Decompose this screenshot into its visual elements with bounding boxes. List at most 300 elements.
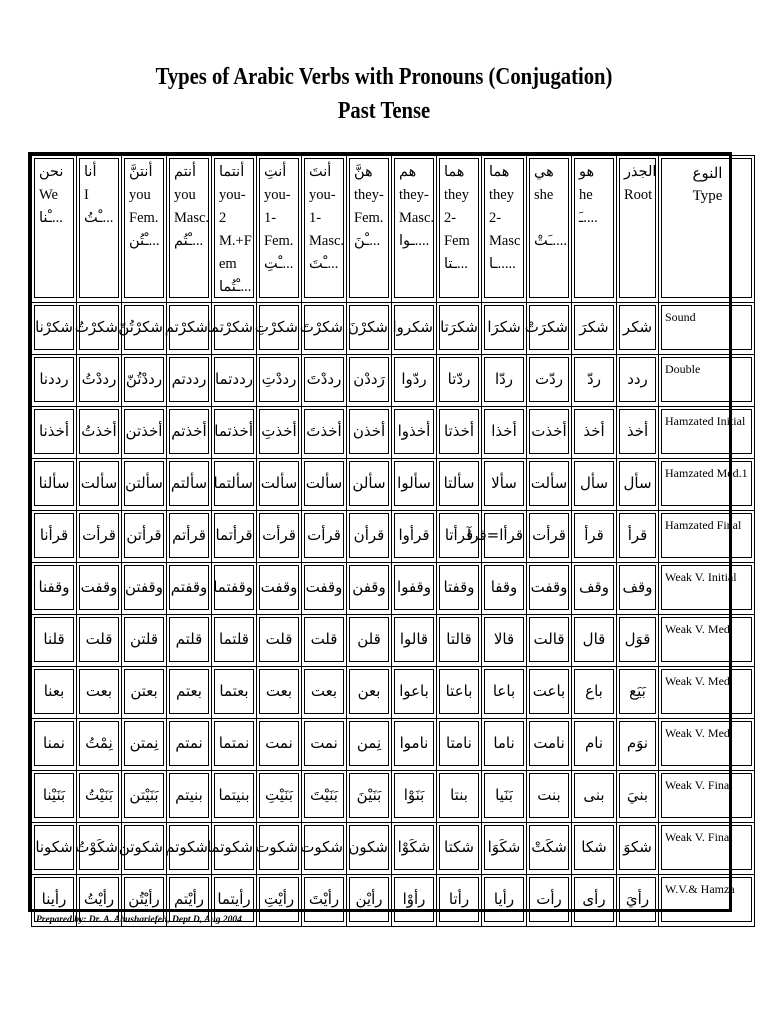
verb-cell — [77, 615, 122, 667]
verb-cell — [212, 355, 257, 407]
verb-form: نمت — [259, 721, 299, 766]
verb-form: قوَل — [619, 617, 656, 662]
verb-cell — [347, 459, 392, 511]
verb-form: ردّوا — [394, 357, 434, 402]
verb-cell — [77, 667, 122, 719]
header-cell — [32, 156, 77, 303]
verb-cell — [77, 823, 122, 875]
verb-cell — [572, 615, 617, 667]
verb-form: رَددْن — [349, 357, 389, 402]
verb-cell — [302, 875, 347, 927]
header-row — [32, 156, 755, 303]
root-cell — [617, 667, 659, 719]
verb-form: بعنا — [34, 669, 74, 714]
verb-form: بنى — [574, 773, 614, 818]
verb-cell — [392, 771, 437, 823]
verb-cell — [482, 875, 527, 927]
verb-cell — [302, 355, 347, 407]
root-cell — [617, 615, 659, 667]
verb-form: باع — [574, 669, 614, 714]
verb-cell — [392, 407, 437, 459]
verb-form: أخذوا — [394, 409, 434, 454]
verb-form: قرأوا — [394, 513, 434, 558]
verb-form: شكرْنا — [34, 305, 74, 350]
verb-form: رأيْتُ — [79, 877, 119, 922]
header-cell — [572, 156, 617, 303]
verb-cell — [77, 511, 122, 563]
verb-form: شكروا — [394, 305, 434, 350]
verb-cell — [32, 407, 77, 459]
root-cell — [617, 407, 659, 459]
verb-cell — [32, 511, 77, 563]
verb-form: شكرَا — [484, 305, 524, 350]
verb-cell — [572, 407, 617, 459]
verb-cell — [572, 771, 617, 823]
verb-form: وقفتما — [214, 565, 254, 610]
type-cell — [659, 459, 755, 511]
root-cell — [617, 459, 659, 511]
type-cell — [659, 771, 755, 823]
header-cell — [482, 156, 527, 303]
verb-form: باعتا — [439, 669, 479, 714]
verb-form: رأتا — [439, 877, 479, 922]
verb-form: قرأت — [529, 513, 569, 558]
verb-cell — [74, 303, 122, 355]
root-cell — [617, 719, 659, 771]
verb-form: رأى — [574, 877, 614, 922]
verb-form: قلت — [79, 617, 119, 662]
verb-form: رددنا — [34, 357, 74, 402]
verb-cell — [122, 407, 167, 459]
verb-type-label: Weak V. Med. — [661, 721, 752, 766]
verb-form: رأيْتُن — [124, 877, 164, 922]
type-cell — [659, 719, 755, 771]
verb-form: وقفنا — [34, 565, 74, 610]
verb-cell — [392, 303, 437, 355]
verb-form: سألت — [79, 461, 119, 506]
verb-form: قلن — [349, 617, 389, 662]
verb-cell — [118, 823, 167, 875]
verb-cell — [257, 615, 302, 667]
verb-cell — [32, 771, 77, 823]
verb-cell — [206, 823, 257, 875]
verb-cell — [257, 407, 302, 459]
verb-form: شكَوَا — [484, 825, 524, 870]
verb-form: شكونا — [34, 825, 74, 870]
verb-cell — [257, 771, 302, 823]
verb-cell — [392, 563, 437, 615]
verb-cell — [482, 667, 527, 719]
verb-cell — [572, 667, 617, 719]
type-cell — [659, 355, 755, 407]
verb-form: رأيْتم — [169, 877, 209, 922]
verb-form: نوَم — [619, 721, 656, 766]
header-label: أنتِ you-1- Fem. ـْتِ... — [259, 158, 299, 298]
verb-form: رددتما — [214, 357, 254, 402]
verb-form: نمت — [304, 721, 344, 766]
verb-cell — [77, 459, 122, 511]
verb-cell — [482, 355, 527, 407]
verb-cell — [437, 719, 482, 771]
verb-form: شكتا — [439, 825, 479, 870]
verb-form: نمتما — [214, 721, 254, 766]
verb-cell — [392, 511, 437, 563]
verb-form: وقفتا — [439, 565, 479, 610]
verb-type-label: Weak V. Initial — [661, 565, 752, 610]
verb-form: قرأت — [304, 513, 344, 558]
header-cell — [212, 156, 257, 303]
verb-form: شكون — [349, 825, 389, 870]
verb-cell — [122, 563, 167, 615]
verb-form: بعن — [349, 669, 389, 714]
header-label: أنتَ you-1- Masc. ـْتَ... — [304, 158, 344, 298]
table-row — [32, 667, 755, 719]
type-cell — [659, 823, 755, 875]
header-label: أنتم you Masc. ـْتُم... — [169, 158, 209, 298]
verb-cell — [392, 719, 437, 771]
verb-cell — [77, 407, 122, 459]
verb-form: قالوا — [394, 617, 434, 662]
verb-cell — [212, 511, 257, 563]
verb-cell — [482, 719, 527, 771]
header-label: هما they 2- Fem ـتا... — [439, 158, 479, 298]
verb-cell — [347, 563, 392, 615]
verb-cell — [392, 823, 437, 875]
verb-cell — [347, 823, 392, 875]
verb-cell — [122, 667, 167, 719]
verb-form: بنيتم — [169, 773, 209, 818]
verb-form: سألتم — [169, 461, 209, 506]
verb-form: شكوت — [259, 825, 299, 870]
verb-form: بعت — [259, 669, 299, 714]
verb-cell — [167, 719, 212, 771]
verb-form: شكَوْتُ — [79, 825, 119, 870]
type-cell — [659, 407, 755, 459]
verb-form: شكرْتم — [169, 305, 209, 350]
verb-cell — [524, 303, 572, 355]
verb-cell — [392, 875, 437, 927]
root-cell — [617, 563, 659, 615]
verb-form: ردّتا — [439, 357, 479, 402]
verb-form: سأل — [574, 461, 614, 506]
verb-cell — [347, 407, 392, 459]
header-cell — [122, 156, 167, 303]
verb-cell — [302, 407, 347, 459]
verb-cell — [299, 303, 347, 355]
verb-form: بَنَوْا — [394, 773, 434, 818]
verb-form: بنيَ — [619, 773, 656, 818]
verb-form: أخذن — [349, 409, 389, 454]
verb-form: أخذتما — [214, 409, 254, 454]
page-subtitle: Past Tense — [337, 98, 431, 124]
verb-form: سألتما — [214, 461, 254, 506]
verb-form: شكَتْ — [529, 825, 569, 870]
header-cell — [527, 156, 572, 303]
verb-cell — [347, 615, 392, 667]
verb-cell — [572, 459, 617, 511]
verb-form: سألن — [349, 461, 389, 506]
verb-cell — [257, 563, 302, 615]
verb-form: ردّا — [484, 357, 524, 402]
verb-form: قرأت — [79, 513, 119, 558]
verb-form: بعتن — [124, 669, 164, 714]
verb-form: قلت — [304, 617, 344, 662]
verb-cell — [32, 719, 77, 771]
verb-cell — [122, 459, 167, 511]
verb-cell — [212, 407, 257, 459]
verb-form: سألا — [484, 461, 524, 506]
header-label: هو he ـَ.... — [574, 158, 614, 298]
verb-cell — [347, 771, 392, 823]
verb-form: قرأن — [349, 513, 389, 558]
verb-cell — [572, 823, 617, 875]
verb-form: نمتم — [169, 721, 209, 766]
header-cell — [77, 156, 122, 303]
verb-cell — [77, 355, 122, 407]
verb-form: قلت — [259, 617, 299, 662]
header-label: أنتما you-2 M.+F em ـْتُما... — [214, 158, 254, 298]
verb-cell — [32, 459, 77, 511]
verb-cell — [347, 355, 392, 407]
verb-form: وقفت — [259, 565, 299, 610]
verb-cell — [302, 823, 347, 875]
header-label: أنا I ـْتُ... — [79, 158, 119, 298]
verb-form: ردّت — [529, 357, 569, 402]
verb-cell — [302, 667, 347, 719]
verb-cell — [482, 563, 527, 615]
verb-form: قالا — [484, 617, 524, 662]
verb-cell — [257, 667, 302, 719]
verb-form: سألت — [304, 461, 344, 506]
verb-form: بَنَيْتن — [124, 773, 164, 818]
verb-form: أخذنا — [34, 409, 74, 454]
verb-cell — [254, 303, 302, 355]
verb-form: سألت — [529, 461, 569, 506]
verb-form: أخذتم — [169, 409, 209, 454]
verb-cell — [437, 563, 482, 615]
verb-form: قرأتا — [439, 513, 479, 558]
table-row — [32, 459, 755, 511]
verb-form: بنيتما — [214, 773, 254, 818]
verb-cell — [572, 303, 617, 355]
verb-cell — [302, 563, 347, 615]
verb-cell — [122, 719, 167, 771]
verb-form: سألتن — [124, 461, 164, 506]
verb-cell — [206, 303, 257, 355]
type-cell — [659, 511, 755, 563]
verb-form: أخذتن — [124, 409, 164, 454]
verb-form: نامتا — [439, 721, 479, 766]
verb-form: رأيا — [484, 877, 524, 922]
verb-form: أخذا — [484, 409, 524, 454]
verb-form: شكرْتَ — [304, 305, 344, 350]
verb-form: شكرْتُ — [79, 305, 119, 350]
verb-form: باعوا — [394, 669, 434, 714]
verb-form: شكوتن — [124, 825, 164, 870]
verb-form: وقفت — [79, 565, 119, 610]
verb-form: شكرَتْ — [529, 305, 569, 350]
verb-type-label: Hamzated Initial — [661, 409, 752, 454]
verb-form: بَنَيْنا — [34, 773, 74, 818]
verb-form: رأينا — [34, 877, 74, 922]
verb-cell — [392, 667, 437, 719]
verb-form: بَنَيْنَ — [349, 773, 389, 818]
verb-form: ردد — [619, 357, 656, 402]
verb-form: وقفت — [529, 565, 569, 610]
verb-form: قلنا — [34, 617, 74, 662]
root-cell — [617, 823, 659, 875]
verb-cell — [392, 355, 437, 407]
verb-form: وقفوا — [394, 565, 434, 610]
verb-form: وقفتن — [124, 565, 164, 610]
verb-form: بعتما — [214, 669, 254, 714]
verb-form: أخذتا — [439, 409, 479, 454]
verb-cell — [437, 771, 482, 823]
table-row — [32, 771, 755, 823]
verb-form: نِمن — [349, 721, 389, 766]
verb-form: شكرْتُنّ — [124, 305, 164, 350]
verb-form: سألتا — [439, 461, 479, 506]
verb-form: قالت — [529, 617, 569, 662]
table-row — [32, 719, 755, 771]
verb-type-label: Weak V. Final — [661, 825, 752, 870]
verb-cell — [167, 823, 212, 875]
verb-cell — [482, 823, 527, 875]
verb-cell — [572, 355, 617, 407]
verb-cell — [437, 459, 482, 511]
verb-cell — [118, 303, 167, 355]
root-cell — [617, 875, 659, 927]
verb-cell — [302, 511, 347, 563]
verb-cell — [527, 563, 572, 615]
verb-cell — [527, 875, 572, 927]
verb-cell — [482, 615, 527, 667]
root-cell — [617, 355, 659, 407]
verb-form: باعا — [484, 669, 524, 714]
verb-cell — [302, 615, 347, 667]
verb-cell — [32, 303, 77, 355]
verb-cell — [302, 771, 347, 823]
header-label: أنتنَّ you Fem. ـْتُن... — [124, 158, 164, 298]
verb-form: أخذ — [574, 409, 614, 454]
verb-cell — [527, 355, 572, 407]
verb-cell — [527, 407, 572, 459]
verb-form: رددْتَ — [304, 357, 344, 402]
verb-cell — [257, 511, 302, 563]
verb-cell — [167, 615, 212, 667]
verb-form: أخذتِ — [259, 409, 299, 454]
verb-cell — [212, 563, 257, 615]
header-label: نحن We ـْنا... — [34, 158, 74, 298]
header-label: النوع Type — [661, 158, 752, 298]
verb-cell — [167, 667, 212, 719]
verb-form: شكَوْا — [394, 825, 434, 870]
verb-form: رأيَ — [619, 877, 656, 922]
verb-form: رأت — [529, 877, 569, 922]
verb-form: بعتم — [169, 669, 209, 714]
verb-form: وقفت — [304, 565, 344, 610]
verb-form: أخذت — [529, 409, 569, 454]
verb-form: رددْتِ — [259, 357, 299, 402]
verb-cell — [164, 303, 212, 355]
verb-form: نام — [574, 721, 614, 766]
verb-form: بَنَيا — [484, 773, 524, 818]
verb-cell — [572, 563, 617, 615]
verb-cell — [77, 563, 122, 615]
verb-form: قرأ — [574, 513, 614, 558]
table-row — [32, 355, 755, 407]
verb-cell — [467, 511, 527, 563]
header-cell — [659, 156, 755, 303]
header-label: هما they 2-Masc ـا..... — [484, 158, 524, 298]
verb-cell — [437, 823, 482, 875]
verb-form: شكوتم — [169, 825, 209, 870]
verb-form: سأل — [619, 461, 656, 506]
verb-form: شكرْتما — [214, 305, 254, 350]
conjugation-table — [28, 152, 748, 912]
verb-form: رأيتما — [214, 877, 254, 922]
footer-credit: Prepared by: Dr. A. Abushariefeh, Dept D, Aug 2004 — [36, 915, 242, 925]
verb-cell — [122, 355, 167, 407]
verb-form: بَنَيْتُ — [79, 773, 119, 818]
verb-form: نامت — [529, 721, 569, 766]
verb-form: قرأ — [619, 513, 656, 558]
verb-form: وقفا — [484, 565, 524, 610]
verb-form: قلتن — [124, 617, 164, 662]
verb-form: قرأا=قرآ — [484, 513, 524, 558]
verb-cell — [527, 667, 572, 719]
verb-form: سألوا — [394, 461, 434, 506]
verb-form: بَيَع — [619, 669, 656, 714]
verb-form: بعت — [304, 669, 344, 714]
verb-cell — [572, 719, 617, 771]
header-cell — [437, 156, 482, 303]
verb-form: شكرْتِ — [259, 305, 299, 350]
type-cell — [659, 875, 755, 927]
verb-type-label: Weak V. Med. — [661, 669, 752, 714]
verb-cell — [437, 303, 482, 355]
verb-cell — [167, 407, 212, 459]
verb-form: أخذتَ — [304, 409, 344, 454]
verb-cell — [437, 615, 482, 667]
verb-cell — [527, 823, 572, 875]
verb-cell — [212, 771, 257, 823]
verb-cell — [527, 771, 572, 823]
root-cell — [617, 511, 659, 563]
verb-form: وقف — [574, 565, 614, 610]
verb-cell — [437, 407, 482, 459]
verb-cell — [32, 823, 77, 875]
verb-form: باعت — [529, 669, 569, 714]
verb-form: سألت — [259, 461, 299, 506]
type-cell — [659, 303, 755, 355]
verb-form: شكوتما — [214, 825, 254, 870]
verb-type-label: Weak V. Final — [661, 773, 752, 818]
verb-form: رددتم — [169, 357, 209, 402]
verb-type-label: W.V.& Hamza — [661, 877, 752, 922]
verb-cell — [572, 511, 617, 563]
verb-cell — [347, 303, 392, 355]
verb-type-label: Hamzated Med.1 — [661, 461, 752, 506]
verb-cell — [392, 615, 437, 667]
page-title: Types of Arabic Verbs with Pronouns (Conjugation) — [155, 64, 613, 90]
verb-form: بنتا — [439, 773, 479, 818]
verb-cell — [122, 615, 167, 667]
verb-cell — [167, 771, 212, 823]
header-cell — [617, 156, 659, 303]
verb-cell — [527, 719, 572, 771]
table-row — [32, 407, 755, 459]
